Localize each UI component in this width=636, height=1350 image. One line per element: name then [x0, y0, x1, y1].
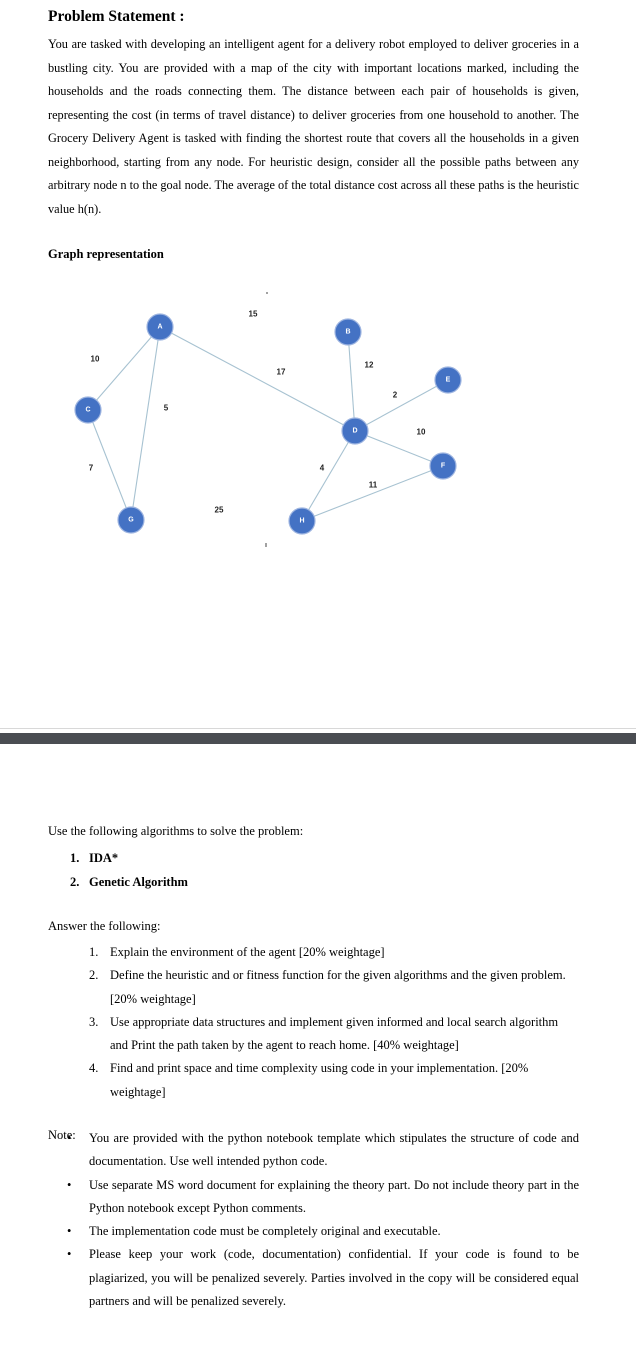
node-e — [435, 367, 461, 393]
edge-d-e — [355, 380, 448, 431]
answer-item: 1. Explain the environment of the agent [20% weightage] — [89, 945, 385, 959]
edge-d-f — [355, 431, 443, 466]
node-f — [430, 453, 456, 479]
node-d — [342, 418, 368, 444]
edge-weight-a-g: 5 — [163, 403, 169, 413]
edge-weight-a-c: 10 — [90, 354, 100, 364]
edge-weight-b-d: 12 — [364, 360, 374, 370]
problem-title: Problem Statement : — [48, 8, 185, 25]
algorithm-label: IDA* — [89, 851, 119, 865]
edge-c-g — [88, 410, 131, 520]
edge-weight-d-h: 4 — [319, 463, 325, 473]
graph-diagram — [0, 275, 636, 555]
graph-heading: Graph representation — [48, 247, 164, 261]
algorithm-label: Genetic Algorithm — [89, 875, 188, 889]
node-label: B — [345, 328, 351, 336]
edge-h-f — [302, 463, 443, 521]
weight-label-25: 25 — [214, 505, 224, 515]
note-item: • Please keep your work (code, documentation) confidential. If your code is found to be plagiarized, you will be penalized severely. Parties involved in the copy will be considered equal partners and will be penalized severely. — [67, 1243, 579, 1313]
node-label: C — [85, 406, 91, 414]
edge-weight-d-e: 2 — [392, 390, 398, 400]
answer-list — [89, 941, 579, 1104]
answer-item: 3. Use appropriate data structures and implement given informed and local search algorithm and Print the path taken by the agent to reach home. [40% weightage] — [89, 1014, 559, 1053]
edge-b-d — [348, 332, 355, 431]
edge-a-d — [160, 327, 355, 431]
answer-item: 2. Define the heuristic and or fitness function for the given algorithms and the given problem. [20% weightage] — [89, 968, 566, 1006]
answer-item: 4. Find and print space and time complexity using code in your implementation. [20% weightage] — [89, 1061, 529, 1099]
problem-paragraph: You are tasked with developing an intelligent agent for a delivery robot employed to deliver groceries in a bustling city. You are provided with a map of the city with important locations marked, including the households and the roads connecting them. The distance between each pair of households is given, representing the cost (in terms of travel distance) to deliver groceries from one household to another. The Grocery Delivery Agent is tasked with finding the shortest route that covers all the households in a given neighborhood, starting from any node. For heuristic design, consider all the possible paths between any arbitrary node n to the goal node. The average of the total distance cost across all these paths is the heuristic value h(n). — [48, 37, 579, 216]
node-label: F — [440, 462, 446, 470]
node-label: E — [445, 376, 451, 384]
note-item: • You are provided with the python notebook template which stipulates the structure of code and documentation. Use well intended python code. — [67, 1127, 579, 1174]
edge-weight-d-f: 10 — [416, 427, 426, 437]
edge-d-h — [302, 431, 355, 521]
node-g — [118, 507, 144, 533]
divider-line — [0, 728, 636, 729]
algorithms-intro: Use the following algorithms to solve the problem: — [48, 824, 304, 838]
edge-weight-c-g: 7 — [88, 463, 94, 473]
node-label: A — [157, 323, 163, 331]
node-label: G — [128, 516, 134, 524]
weight-label-15: 15 — [248, 309, 258, 319]
note-list — [67, 1127, 579, 1313]
node-label: H — [299, 517, 305, 525]
node-c — [75, 397, 101, 423]
edge-weight-h-f: 11 — [368, 480, 378, 490]
node-h — [289, 508, 315, 534]
note-item: • Use separate MS word document for explaining the theory part. Do not include theory part in the Python notebook except Python comments. — [67, 1174, 579, 1221]
algorithm-list — [70, 849, 188, 897]
algorithm-item: 1. IDA* — [70, 851, 119, 865]
node-label: D — [352, 427, 358, 435]
section-divider — [0, 733, 636, 744]
node-b — [335, 319, 361, 345]
note-item: • The implementation code must be completely original and executable. — [67, 1220, 579, 1243]
edge-weight-a-d: 17 — [276, 367, 286, 377]
algorithm-item: 2. Genetic Algorithm — [70, 875, 188, 889]
note-heading: Note: — [48, 1128, 76, 1142]
node-a — [147, 314, 173, 340]
answer-heading: Answer the following: — [48, 919, 161, 933]
